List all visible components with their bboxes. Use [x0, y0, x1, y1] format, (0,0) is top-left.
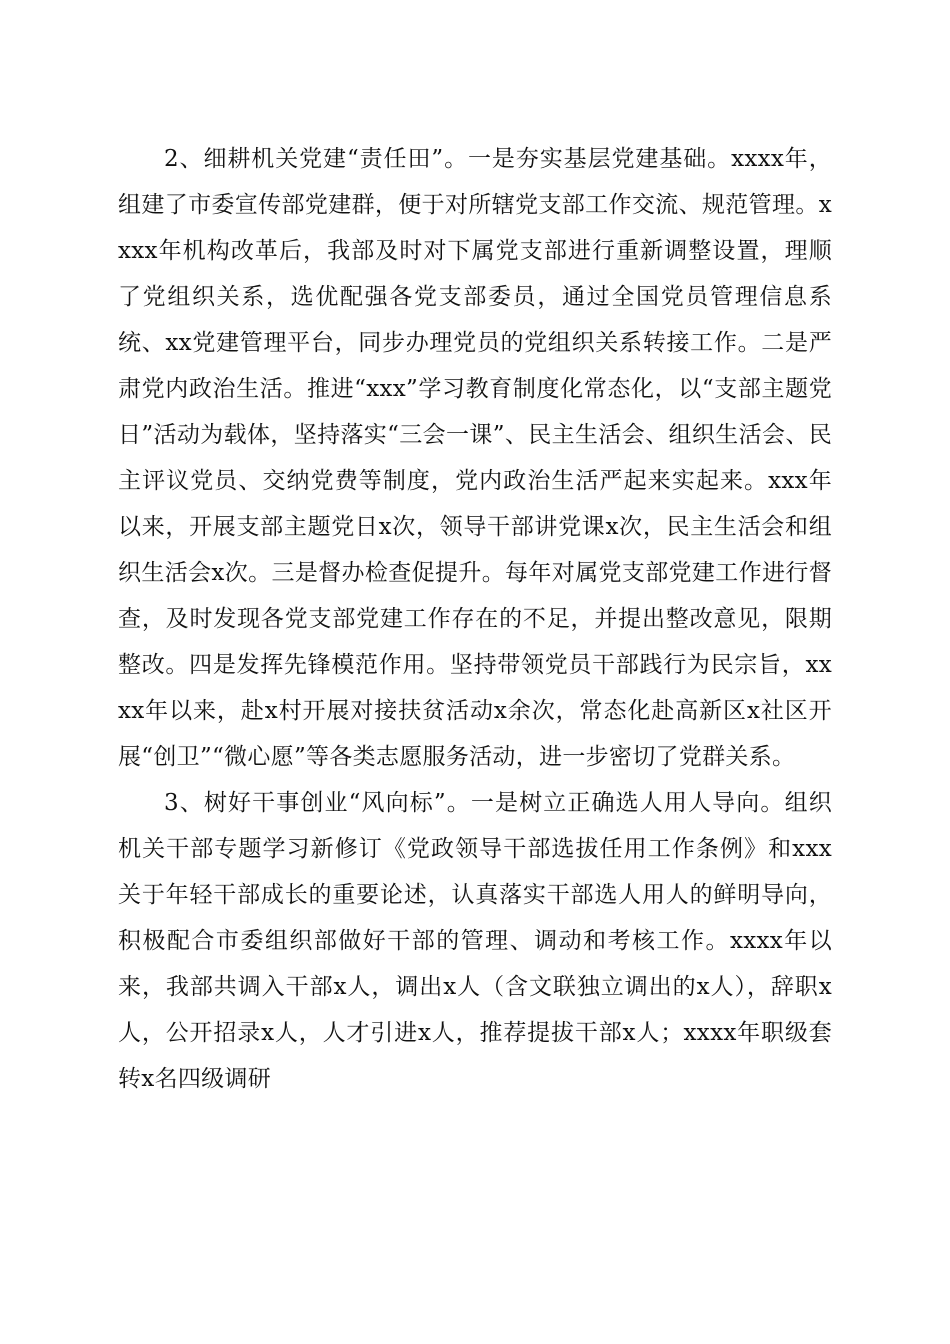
- paragraph-party-building: 2、细耕机关党建“责任田”。一是夯实基层党建基础。xxxx年，组建了市委宣传部党建群，便于对所辖党支部工作交流、规范管理。xxxx年机构改革后，我部及时对下属党支部进行重新调整设置，理顺了党组织关系，选优配强各党支部委员，通过全国党员管理信息系统、xx党建管理平台，同步办理党员的党组织关系转接工作。二是严肃党内政治生活。推进“xxx”学习教育制度化常态化，以“支部主题党日”活动为载体，坚持落实“三会一课”、民主生活会、组织生活会、民主评议党员、交纳党费等制度，党内政治生活严起来实起来。xxx年以来，开展支部主题党日x次，领导干部讲党课x次，民主生活会和组织生活会x次。三是督办检查促提升。每年对属党支部党建工作进行督查，及时发现各党支部党建工作存在的不足，并提出整改意见，限期整改。四是发挥先锋模范作用。坚持带领党员干部践行为民宗旨，xxxx年以来，赴x村开展对接扶贫活动x余次，常态化赴高新区x社区开展“创卫”“微心愿”等各类志愿服务活动，进一步密切了党群关系。: [118, 146, 832, 770]
- document-body: [118, 136, 832, 1102]
- paragraph-cadre-selection: 3、树好干事创业“风向标”。一是树立正确选人用人导向。组织机关干部专题学习新修订《党政领导干部选拔任用工作条例》和xxx关于年轻干部成长的重要论述，认真落实干部选人用人的鲜明导向，积极配合市委组织部做好干部的管理、调动和考核工作。xxxx年以来，我部共调入干部x人，调出x人（含文联独立调出的x人），辞职x人，公开招录x人，人才引进x人，推荐提拔干部x人；xxxx年职级套转x名四级调研: [118, 790, 833, 1092]
